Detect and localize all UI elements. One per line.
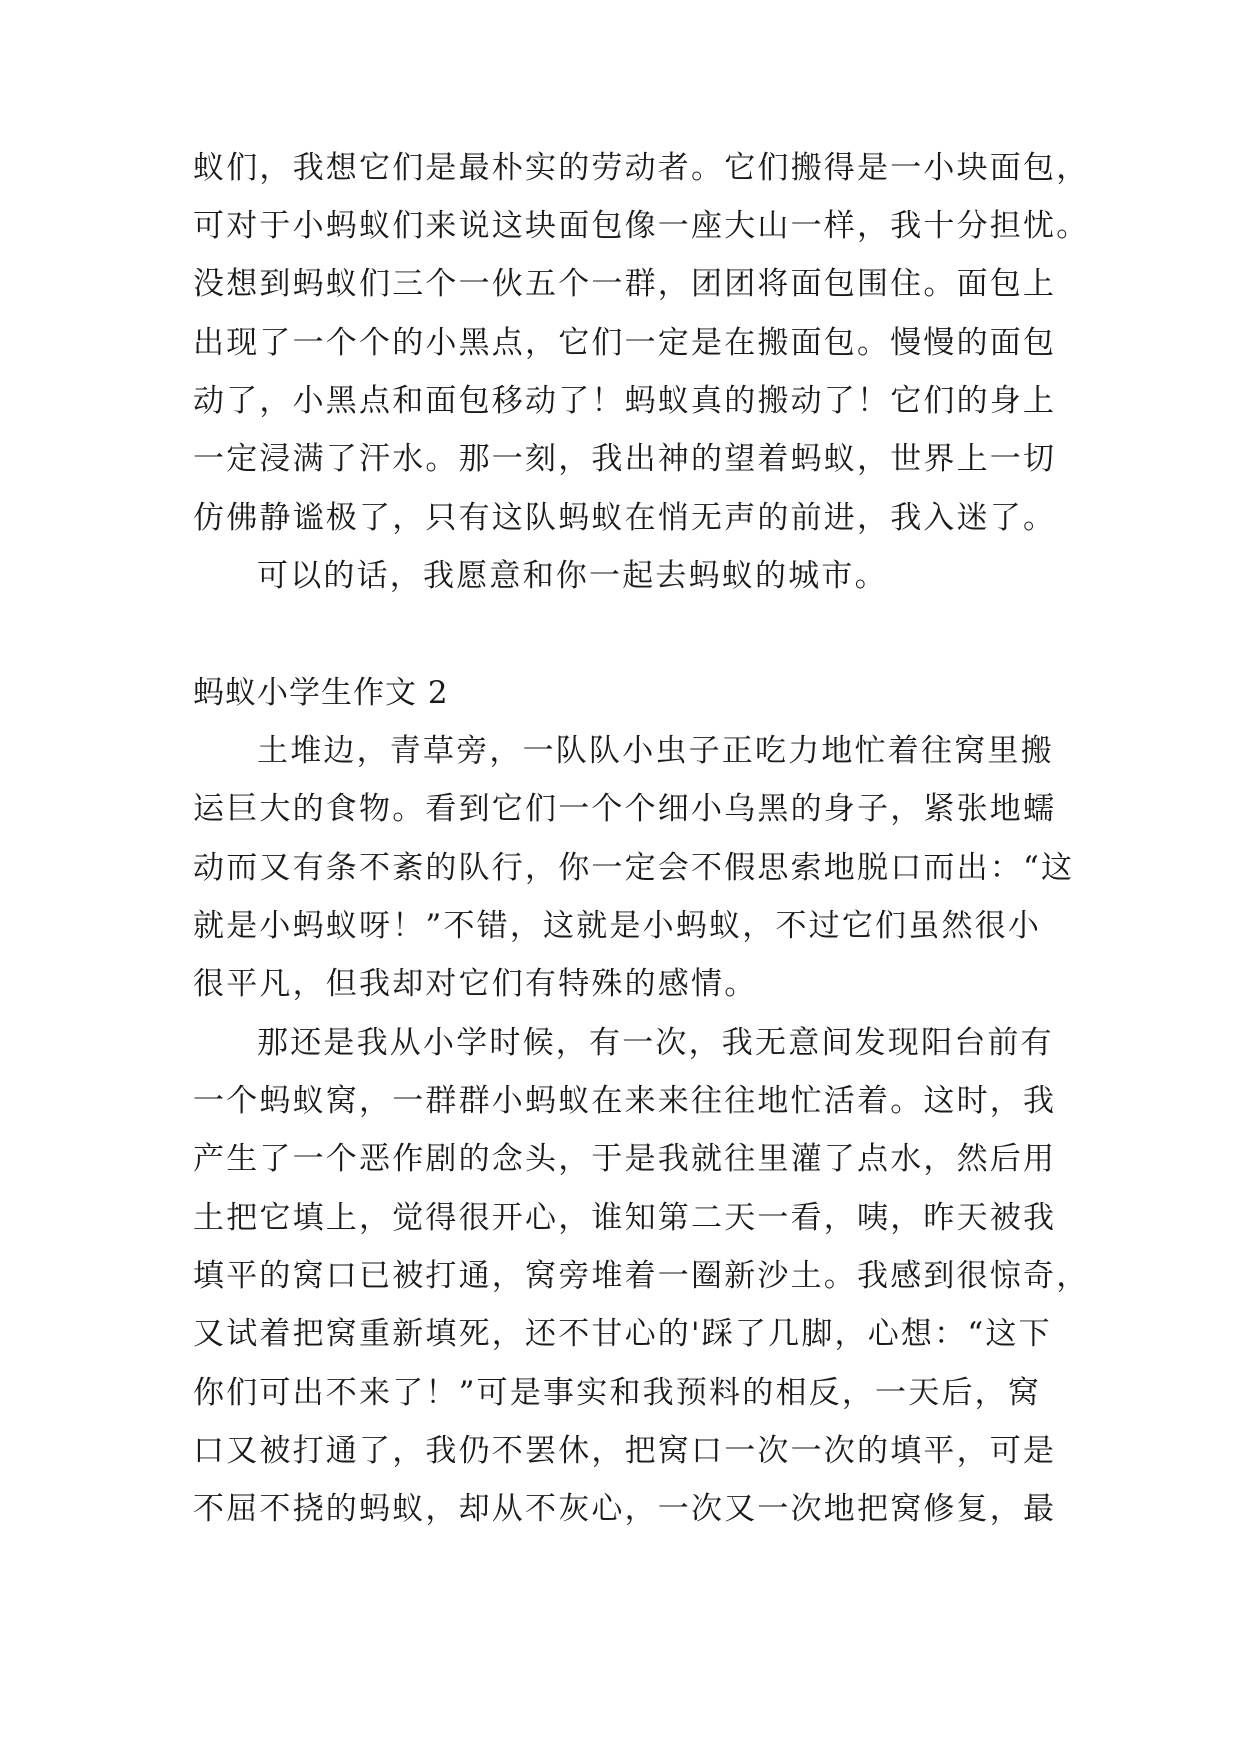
text-line: 那还是我从小学时候，有一次，我无意间发现阳台前有 <box>257 1025 1054 1061</box>
text-line: 你们可出不来了！”可是事实和我预料的相反，一天后，窝 <box>193 1375 1042 1411</box>
text-line: 出现了一个个的小黑点，它们一定是在搬面包。慢慢的面包 <box>193 325 1057 361</box>
text-line: 可对于小蚂蚁们来说这块面包像一座大山一样，我十分担忧。 <box>193 208 1090 244</box>
text-line: 动而又有条不紊的队行，你一定会不假思索地脱口而出：“这 <box>193 850 1075 886</box>
text-line: 没想到蚂蚁们三个一伙五个一群，团团将面包围住。面包上 <box>193 266 1057 302</box>
text-line: 可以的话，我愿意和你一起去蚂蚁的城市。 <box>257 558 888 594</box>
text-line: 又试着把窝重新填死，还不甘心的'踩了几脚，心想：“这下 <box>193 1316 1052 1352</box>
text-line: 仿佛静谧极了，只有这队蚂蚁在悄无声的前进，我入迷了。 <box>193 500 1057 536</box>
text-line: 一定浸满了汗水。那一刻，我出神的望着蚂蚁，世界上一切 <box>193 441 1057 477</box>
section-title: 蚂蚁小学生作文 2 <box>193 675 449 711</box>
text-line: 土把它填上，觉得很开心，谁知第二天一看，咦，昨天被我 <box>193 1200 1057 1236</box>
text-line: 蚁们，我想它们是最朴实的劳动者。它们搬得是一小块面包， <box>193 150 1090 186</box>
text-line: 填平的窝口已被打通，窝旁堆着一圈新沙土。我感到很惊奇， <box>193 1258 1090 1294</box>
text-line: 很平凡，但我却对它们有特殊的感情。 <box>193 966 758 1002</box>
text-line: 动了，小黑点和面包移动了！蚂蚁真的搬动了！它们的身上 <box>193 383 1057 419</box>
text-line: 土堆边，青草旁，一队队小虫子正吃力地忙着往窝里搬 <box>257 733 1054 769</box>
text-line: 产生了一个恶作剧的念头，于是我就往里灌了点水，然后用 <box>193 1141 1057 1177</box>
text-line: 不屈不挠的蚂蚁，却从不灰心，一次又一次地把窝修复，最 <box>193 1491 1057 1527</box>
text-line: 一个蚂蚁窝，一群群小蚂蚁在来来往往地忙活着。这时，我 <box>193 1083 1057 1119</box>
text-line: 运巨大的食物。看到它们一个个细小乌黑的身子，紧张地蠕 <box>193 791 1057 827</box>
text-line: 口又被打通了，我仍不罢休，把窝口一次一次的填平，可是 <box>193 1433 1057 1469</box>
text-line: 就是小蚂蚁呀！”不错，这就是小蚂蚁，不过它们虽然很小 <box>193 908 1042 944</box>
